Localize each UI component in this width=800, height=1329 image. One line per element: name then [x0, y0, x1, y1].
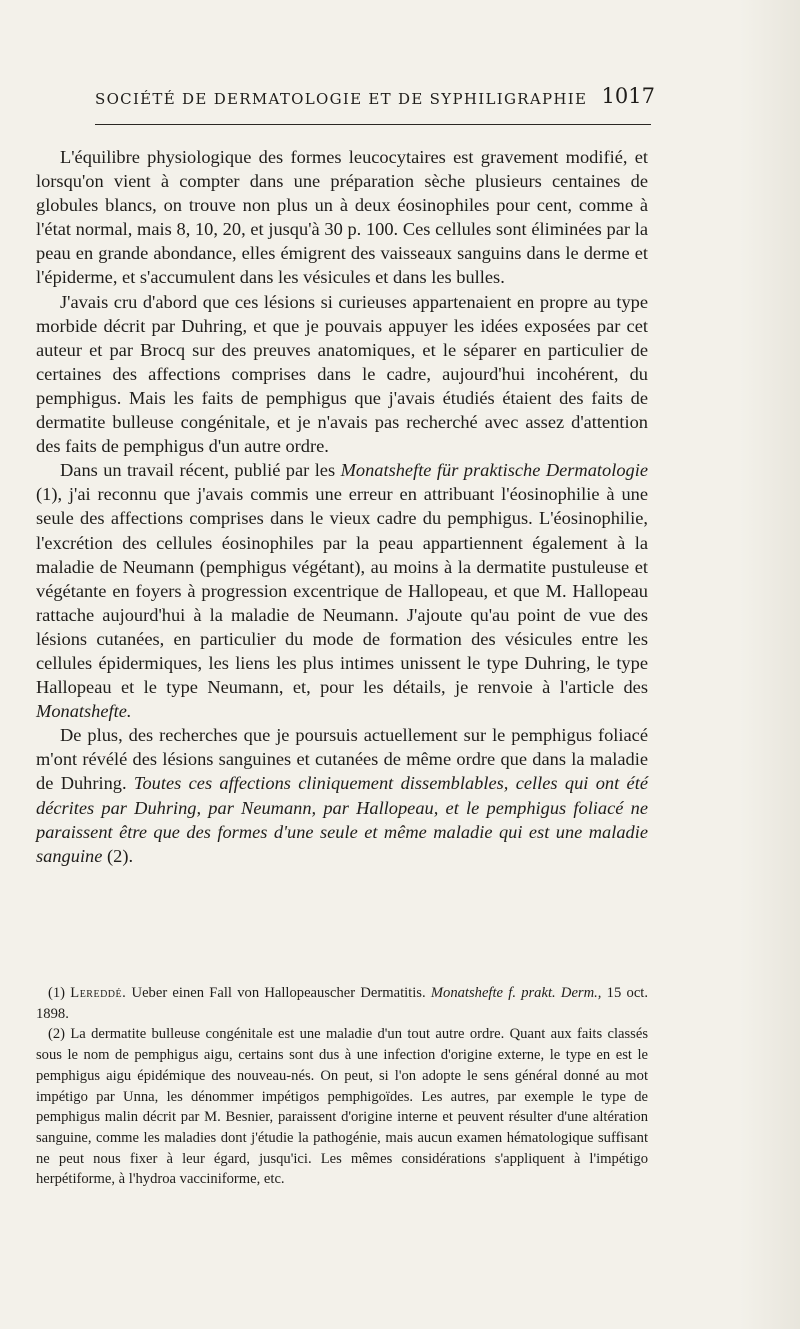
footnote-1: [36, 983, 648, 1024]
paragraph-1: L'équilibre physiologique des formes leucocytaires est gravement modifié, et lorsqu'on vient à compter dans une préparation sèche plusieurs centaines de globules blancs, on trouve non plus un à deux éosinophiles pour cent, comme à l'état normal, mais 8, 10, 20, et jusqu'à 30 p. 100. Ces cellules sont éliminées par la peau en grande abondance, elles émigrent des vaisseaux sanguins dans le derme et l'épiderme, et s'accumulent dans les vésicules et dans les bulles.: [36, 147, 648, 288]
paragraph-3: [36, 458, 648, 723]
page-number: 1017: [601, 84, 655, 108]
body-text: [36, 145, 648, 868]
journal-title: Monatshefte für praktische Dermatologie: [340, 460, 648, 481]
footnote-1-author: Lereddé.: [70, 985, 127, 1001]
footnotes: [36, 983, 648, 1190]
footnote-1-mark: (1): [48, 985, 66, 1001]
paragraph-4-emphasis: Toutes ces affections cliniquement dissemblables, celles qui ont été décrites par Duhring, par Neumann, par Hallopeau, et le pemphigus foliacé ne paraissent être que des formes d'une seule et même maladie qui est une maladie sanguine: [36, 773, 648, 866]
footnote-2-text: La dermatite bulleuse congénitale est une maladie d'un tout autre ordre. Quant aux faits classés sous le nom de pemphigus aigu, certains sont dus à une infection d'origine externe, le type en est le pemphigus aigu épidémique des nouveau-nés. On peut, si l'on adopte le sens général donné au mot impétigo par Unna, les dénommer impétigos pemphigoïdes. Les autres, par exemple le type de pemphigus malin décrit par M. Besnier, paraissent d'origine interne et peuvent résulter d'une altération sanguine, comme les maladies dont j'étudie la pathogénie, mais aucun examen hématologique suffisant ne peut nous fixer à leur égard, jusqu'ici. Les mêmes considérations s'appliquent à l'impétigo herpétiforme, à l'hydroa vacciniforme, etc.: [36, 1026, 648, 1188]
footnote-2-mark: (2): [48, 1026, 66, 1043]
paragraph-3-start: Dans un travail récent, publié par les: [60, 460, 341, 481]
journal-title-short: Monatshefte.: [36, 701, 132, 722]
running-title: SOCIÉTÉ DE DERMATOLOGIE ET DE SYPHILIGRAPHIE: [95, 90, 588, 108]
footnote-1-date: 15 oct. 1898.: [36, 985, 648, 1022]
paragraph-3-middle: (1), j'ai reconnu que j'avais commis une erreur en attribuant l'éosinophilie à une seule des affections comprises dans le vieux cadre du pemphigus. L'éosinophilie, l'excrétion des cellules éosinophiles par la peau appartiennent également à la maladie de Neumann (pemphigus végétant), au moins à la dermatite pustuleuse et végétante en foyers à progression excentrique de Hallopeau, et que M. Hallopeau rattache aujourd'hui à la maladie de Neumann. J'ajoute qu'au point de vue des lésions cutanées, en particulier du mode de formation des vésicules entre les cellules épidermiques, les liens les plus intimes unissent le type Duhring, le type Hallopeau et le type Neumann, et, pour les détails, je renvoie à l'article des: [36, 484, 648, 698]
paragraph-2: J'avais cru d'abord que ces lésions si curieuses appartenaient en propre au type morbide décrit par Duhring, et que je pouvais appuyer les idées exposées par cet auteur et par Brocq sur des preuves anatomiques, et le séparer en particulier de certaines des affections comprises dans le cadre, aujourd'hui incohérent, du pemphigus. Mais les faits de pemphigus que j'avais étudiés étaient des faits de dermatite bulleuse congénitale, et je n'avais pas recherché avec assez d'attention des faits de pemphigus d'un autre ordre.: [36, 291, 648, 457]
page-edge-shadow: [740, 0, 800, 1329]
footnote-1-text: Ueber einen Fall von Hallopeauscher Dermatitis.: [126, 985, 431, 1001]
paragraph-4-end: (2).: [102, 845, 134, 866]
footnote-2: [36, 1024, 648, 1190]
header-rule: [95, 124, 651, 125]
paragraph-4-start: De plus, des recherches que je poursuis actuellement sur le pemphigus foliacé m'ont révélé des lésions sanguines et cutanées de même ordre que dans la maladie de Duhring.: [36, 725, 648, 794]
footnote-1-journal: Monatshefte f. prakt. Derm.,: [430, 985, 602, 1001]
paragraph-4: [36, 723, 648, 868]
